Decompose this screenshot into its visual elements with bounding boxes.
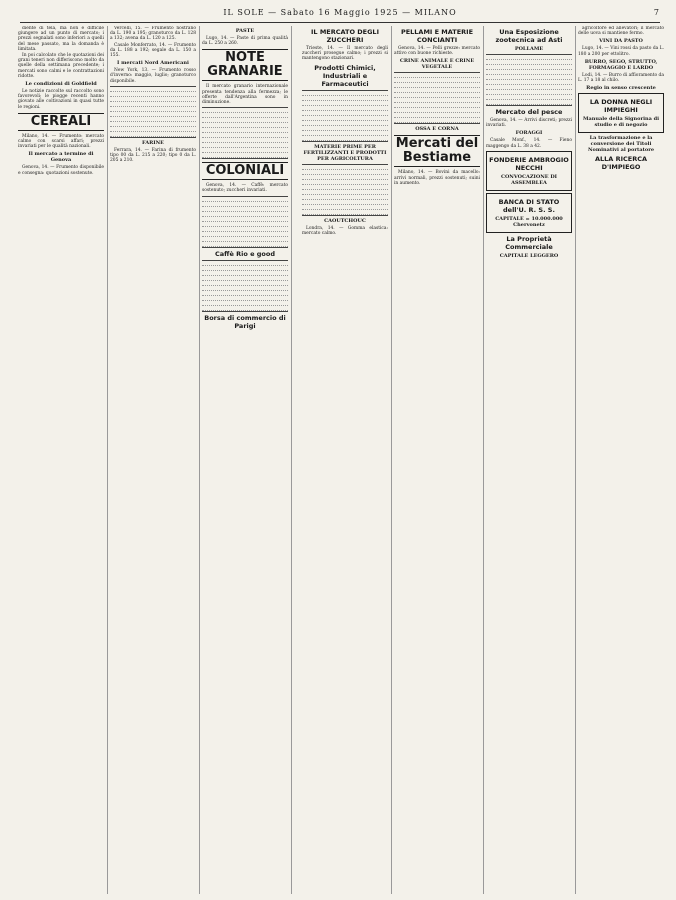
sub-heading: CAOUTCHOUC [324,217,366,224]
article-paragraph: Genova, 14. — Pelli grezze: mercato attivo con buone richieste. [394,46,480,57]
table-row [202,153,288,158]
price-table [486,54,572,106]
article-heading: Mercato del pesce [495,108,563,116]
table-row [302,136,388,141]
article-paragraph: Casale Monferrato, 14. — Frumento da L. 188 a 192; segale da L. 150 a 155. [110,42,196,59]
sub-heading: CRINE ANIMALE E CRINE VEGETALE [399,58,475,71]
running-header-text: IL SOLE — Sabato 16 Maggio 1925 — MILANO [223,8,457,17]
article-paragraph: Vercelli, 15. — Frumento nostrano da L. 190 a 195; granoturco da L. 128 a 132; avena da L. 120 a 125. [110,26,196,42]
column-divider [107,26,108,894]
price-table [202,196,288,248]
column-7 [578,26,664,894]
column-2 [110,26,196,894]
article-paragraph: Londra, 14. — Gomma elastica: mercato calmo. [302,225,388,236]
page-number: 7 [653,8,660,17]
article-paragraph: Lugo, 14. — Paste di prima qualità da L. 250 a 260. [202,36,288,47]
article-heading: IL MERCATO DEGLI ZUCCHERI [311,28,379,44]
price-table [202,107,288,159]
table-row [302,210,388,215]
price-table [302,90,388,142]
sub-heading: Il mercato a termine di Genova [28,151,94,164]
column-3 [202,26,288,894]
article-heading: ALLA RICERCA D'IMPIEGO [594,155,648,172]
article-paragraph: Genova, 14. — Arrivi discreti; prezzi invariati. [486,118,572,129]
advertisement-subtitle: Manuale della Signorina di studio e di negozio [582,116,660,129]
sub-heading: VINI DA PASTO [599,38,643,45]
article-heading: La Proprietà Commerciale [505,234,553,251]
column-divider [291,26,292,894]
article-paragraph: Le notizie raccolte sul raccolto sono favorevoli; le piogge recenti hanno giovato alle coltivazioni in quasi tutte le regioni. [18,89,104,110]
column-divider [199,26,200,894]
advertisement-box [486,151,572,191]
article-paragraph: diente di tela, ma non è difficile giungere ad un punto di mercato; i prezzi segnalati sono inferiori a quelli del mese passato, ma la domanda è limitata. [18,26,104,52]
article-paragraph: Trieste, 14. — Il mercato degli zuccheri prosegue calmo; i prezzi si mantengono stazionari. [302,46,388,62]
sub-heading: OSSA E CORNA [415,126,459,133]
sub-heading: PASTE [235,28,255,34]
sub-heading: CAPITALE LEGGERO [499,252,559,259]
price-table [110,86,196,138]
header-rule [20,22,660,23]
column-1 [18,26,104,894]
advertisement-box [578,93,664,133]
article-paragraph: Lodi, 14. — Burro di affioramento da L. 17 a 18 al chilo. [578,72,664,84]
table-row [486,100,572,105]
article-paragraph: Milano, 14. — Frumento: mercato calmo con scarsi affari; prezzi invariati per le qualità nazionali. [18,133,104,150]
article-paragraph: Casale Monf., 14. — Fieno maggengo da L. 38 a 42. [486,138,572,149]
article-paragraph: In poi calcolato che le quotazioni dei grani teneri non differiscono molto da quelle della settimana precedente; i mercati sono calmi e le contrattazioni ridotte. [18,53,104,79]
article-paragraph: Genova, 14. — Frumento disponibile e consegna: quotazioni sostenute. [18,165,104,176]
sub-heading: FARINE [141,139,164,146]
article-paragraph: Genova, 14. — Caffè: mercato sostenuto; zuccheri invariati. [202,183,288,194]
section-heading: Mercati del Bestiame [395,136,479,166]
advertisement-box [486,193,572,233]
article-heading: Borsa di commercio di Parigi [204,313,286,330]
article-paragraph: Il mercato granario internazionale presenta tendenza alla fermezza; le offerte dall'Argentina sono in diminuzione. [202,84,288,106]
column-divider [391,26,392,894]
price-table [394,72,480,124]
sub-heading: FORAGGI [515,130,543,137]
column-5 [394,26,480,894]
article-heading: Una Esposizione zootecnica ad Asti [495,28,563,44]
column-4 [302,26,388,894]
article-heading: Prodotti Chimici, Industriali e Farmaceutici [314,63,376,88]
article-heading: Caffè Rio e good [215,249,275,258]
advertisement-subtitle: CAPITALE = 10.000.000 Chervonetz [495,215,563,228]
sub-heading: Regio in senso crescente [586,85,656,92]
advertisement-subtitle: CONVOCAZIONE DI ASSEMBLEA [500,173,558,186]
advertisement-title: LA DONNA NEGLI IMPIEGHI [589,98,653,115]
sub-heading: BURRO, SEGO, STRUTTO, FORMAGGIO E LARDO [584,58,658,71]
column-divider [483,26,484,894]
article-paragraph: agricoltore ed allevatori; il mercato delle uova si mantiene fermo. [578,26,664,37]
column-divider [575,26,576,894]
table-row [202,242,288,247]
sub-heading: La trasformazione e la conversione dei Titoli Nominativi al portatore [587,135,655,154]
price-table [302,164,388,216]
section-heading: NOTE GRANARIE [202,49,288,81]
table-row [110,132,196,137]
section-heading: COLONIALI [202,162,288,180]
advertisement-title: FONDERIE AMBROGIO NECCHI [489,155,569,172]
article-heading: PELLAMI E MATERIE CONCIANTI [400,28,474,44]
article-paragraph: Lugo, 14. — Vini rossi da pasto da L. 180 a 200 per ettolitro. [578,46,664,57]
table-row [202,306,288,311]
sub-heading: POLLAME [514,46,544,52]
article-paragraph: Milano, 14. — Bovini da macello: arrivi normali, prezzi sostenuti; suini in aumento. [394,170,480,186]
price-table [202,260,288,312]
section-heading: CEREALI [18,113,104,131]
running-header [20,8,660,20]
sub-heading: MATERIE PRIME PER FERTILIZZANTI E PRODOTTI PER AGRICOLTURA [303,143,387,162]
column-6 [486,26,572,894]
sub-heading: I mercati Nord Americani [117,60,189,67]
advertisement-title: BANCA DI STATO dell'U. R. S. S. [498,197,560,214]
article-paragraph: New York, 13. — Frumento rosso d'inverno: maggio, luglio; granoturco disponibile. [110,68,196,84]
sub-heading: Le condizioni di Goldfield [25,81,97,88]
table-row [394,118,480,123]
article-paragraph: Ferrara, 14. — Farina di frumento tipo 00 da L. 215 a 220; tipo 0 da L. 205 a 210. [110,147,196,164]
